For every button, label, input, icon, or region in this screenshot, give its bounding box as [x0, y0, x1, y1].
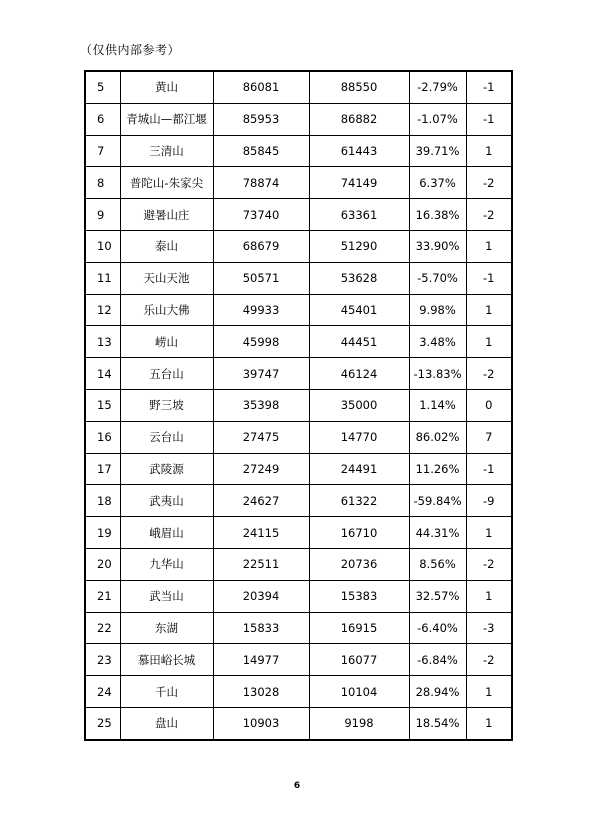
cell-value-current: 49933 — [213, 294, 309, 326]
cell-value-previous: 45401 — [309, 294, 409, 326]
table-row — [85, 358, 512, 390]
cell-change-percent: 44.31% — [409, 517, 466, 549]
cell-rank: 8 — [85, 167, 120, 199]
cell-scenic-name: 武陵源 — [120, 453, 213, 485]
cell-scenic-name: 武当山 — [120, 580, 213, 612]
cell-change-percent: 6.37% — [409, 167, 466, 199]
table-row — [85, 326, 512, 358]
cell-value-previous: 14770 — [309, 421, 409, 453]
cell-rank-change: -1 — [466, 453, 512, 485]
cell-change-percent: 28.94% — [409, 676, 466, 708]
cell-rank-change: 1 — [466, 580, 512, 612]
table-row — [85, 389, 512, 421]
cell-change-percent: -5.70% — [409, 262, 466, 294]
cell-change-percent: 32.57% — [409, 580, 466, 612]
cell-rank: 5 — [85, 71, 120, 103]
cell-rank-change: -2 — [466, 167, 512, 199]
table-row — [85, 71, 512, 103]
cell-rank: 25 — [85, 707, 120, 739]
cell-change-percent: -59.84% — [409, 485, 466, 517]
cell-rank: 16 — [85, 421, 120, 453]
cell-value-current: 27249 — [213, 453, 309, 485]
cell-change-percent: 33.90% — [409, 230, 466, 262]
cell-rank: 11 — [85, 262, 120, 294]
cell-value-current: 10903 — [213, 707, 309, 739]
cell-rank-change: 1 — [466, 707, 512, 739]
cell-rank: 24 — [85, 676, 120, 708]
cell-value-current: 24627 — [213, 485, 309, 517]
cell-scenic-name: 野三坡 — [120, 389, 213, 421]
cell-rank: 9 — [85, 199, 120, 231]
cell-scenic-name: 慕田峪长城 — [120, 644, 213, 676]
cell-rank-change: -2 — [466, 358, 512, 390]
cell-value-current: 85953 — [213, 103, 309, 135]
cell-rank-change: 7 — [466, 421, 512, 453]
cell-value-previous: 16710 — [309, 517, 409, 549]
cell-change-percent: 18.54% — [409, 707, 466, 739]
cell-rank: 14 — [85, 358, 120, 390]
cell-scenic-name: 避暑山庄 — [120, 199, 213, 231]
cell-value-previous: 46124 — [309, 358, 409, 390]
cell-scenic-name: 三清山 — [120, 135, 213, 167]
table-row — [85, 707, 512, 739]
table-row — [85, 644, 512, 676]
table-row — [85, 199, 512, 231]
header-note: （仅供内部参考） — [80, 43, 181, 57]
table-row — [85, 485, 512, 517]
cell-rank: 10 — [85, 230, 120, 262]
cell-value-previous: 35000 — [309, 389, 409, 421]
cell-value-previous: 15383 — [309, 580, 409, 612]
cell-rank: 12 — [85, 294, 120, 326]
cell-scenic-name: 五台山 — [120, 358, 213, 390]
cell-rank: 21 — [85, 580, 120, 612]
cell-value-previous: 74149 — [309, 167, 409, 199]
cell-scenic-name: 峨眉山 — [120, 517, 213, 549]
table-row — [85, 580, 512, 612]
cell-value-current: 78874 — [213, 167, 309, 199]
cell-scenic-name: 武夷山 — [120, 485, 213, 517]
table-row — [85, 676, 512, 708]
cell-rank-change: -3 — [466, 612, 512, 644]
cell-scenic-name: 泰山 — [120, 230, 213, 262]
cell-rank-change: -2 — [466, 199, 512, 231]
table-row — [85, 103, 512, 135]
cell-value-current: 14977 — [213, 644, 309, 676]
cell-scenic-name: 乐山大佛 — [120, 294, 213, 326]
cell-value-previous: 86882 — [309, 103, 409, 135]
table-row — [85, 421, 512, 453]
cell-scenic-name: 千山 — [120, 676, 213, 708]
cell-rank-change: -9 — [466, 485, 512, 517]
cell-rank-change: 1 — [466, 230, 512, 262]
cell-change-percent: 16.38% — [409, 199, 466, 231]
cell-change-percent: -6.84% — [409, 644, 466, 676]
cell-scenic-name: 青城山—都江堰 — [120, 103, 213, 135]
cell-value-previous: 20736 — [309, 548, 409, 580]
cell-change-percent: -6.40% — [409, 612, 466, 644]
cell-value-previous: 44451 — [309, 326, 409, 358]
cell-change-percent: 8.56% — [409, 548, 466, 580]
cell-value-previous: 63361 — [309, 199, 409, 231]
cell-value-previous: 51290 — [309, 230, 409, 262]
cell-value-previous: 16077 — [309, 644, 409, 676]
cell-value-current: 85845 — [213, 135, 309, 167]
cell-value-current: 39747 — [213, 358, 309, 390]
ranking-table — [84, 70, 513, 741]
cell-value-previous: 88550 — [309, 71, 409, 103]
cell-scenic-name: 天山天池 — [120, 262, 213, 294]
cell-change-percent: 86.02% — [409, 421, 466, 453]
page-number: 6 — [293, 781, 301, 791]
cell-value-current: 22511 — [213, 548, 309, 580]
cell-value-current: 73740 — [213, 199, 309, 231]
cell-rank-change: -1 — [466, 71, 512, 103]
cell-change-percent: -1.07% — [409, 103, 466, 135]
table-row — [85, 453, 512, 485]
cell-value-current: 15833 — [213, 612, 309, 644]
table-row — [85, 262, 512, 294]
cell-change-percent: 11.26% — [409, 453, 466, 485]
cell-value-current: 27475 — [213, 421, 309, 453]
table-row — [85, 548, 512, 580]
cell-rank-change: -1 — [466, 103, 512, 135]
cell-value-previous: 24491 — [309, 453, 409, 485]
cell-rank-change: -2 — [466, 548, 512, 580]
cell-value-previous: 16915 — [309, 612, 409, 644]
cell-change-percent: -13.83% — [409, 358, 466, 390]
cell-rank-change: 1 — [466, 517, 512, 549]
cell-rank-change: 1 — [466, 326, 512, 358]
cell-rank: 19 — [85, 517, 120, 549]
cell-rank: 15 — [85, 389, 120, 421]
cell-change-percent: 39.71% — [409, 135, 466, 167]
cell-change-percent: -2.79% — [409, 71, 466, 103]
cell-value-previous: 10104 — [309, 676, 409, 708]
table-row — [85, 135, 512, 167]
cell-value-current: 68679 — [213, 230, 309, 262]
cell-scenic-name: 黄山 — [120, 71, 213, 103]
cell-scenic-name: 普陀山-朱家尖 — [120, 167, 213, 199]
cell-scenic-name: 崂山 — [120, 326, 213, 358]
table-row — [85, 517, 512, 549]
cell-rank: 22 — [85, 612, 120, 644]
cell-rank-change: -1 — [466, 262, 512, 294]
cell-value-current: 86081 — [213, 71, 309, 103]
cell-rank-change: -2 — [466, 644, 512, 676]
cell-rank: 13 — [85, 326, 120, 358]
cell-scenic-name: 云台山 — [120, 421, 213, 453]
cell-value-current: 20394 — [213, 580, 309, 612]
cell-value-previous: 9198 — [309, 707, 409, 739]
cell-rank: 20 — [85, 548, 120, 580]
cell-value-current: 13028 — [213, 676, 309, 708]
cell-rank-change: 1 — [466, 135, 512, 167]
cell-scenic-name: 盘山 — [120, 707, 213, 739]
table-row — [85, 612, 512, 644]
cell-rank: 23 — [85, 644, 120, 676]
table-row — [85, 294, 512, 326]
cell-scenic-name: 九华山 — [120, 548, 213, 580]
cell-value-current: 50571 — [213, 262, 309, 294]
cell-value-current: 24115 — [213, 517, 309, 549]
cell-change-percent: 9.98% — [409, 294, 466, 326]
cell-rank-change: 0 — [466, 389, 512, 421]
table-row — [85, 167, 512, 199]
cell-rank: 17 — [85, 453, 120, 485]
cell-change-percent: 3.48% — [409, 326, 466, 358]
table-row — [85, 230, 512, 262]
cell-value-previous: 61443 — [309, 135, 409, 167]
cell-rank: 18 — [85, 485, 120, 517]
cell-rank: 6 — [85, 103, 120, 135]
cell-rank-change: 1 — [466, 294, 512, 326]
table-body — [85, 71, 512, 740]
cell-change-percent: 1.14% — [409, 389, 466, 421]
cell-value-previous: 61322 — [309, 485, 409, 517]
cell-scenic-name: 东湖 — [120, 612, 213, 644]
cell-value-current: 35398 — [213, 389, 309, 421]
cell-value-previous: 53628 — [309, 262, 409, 294]
cell-rank-change: 1 — [466, 676, 512, 708]
cell-rank: 7 — [85, 135, 120, 167]
cell-value-current: 45998 — [213, 326, 309, 358]
